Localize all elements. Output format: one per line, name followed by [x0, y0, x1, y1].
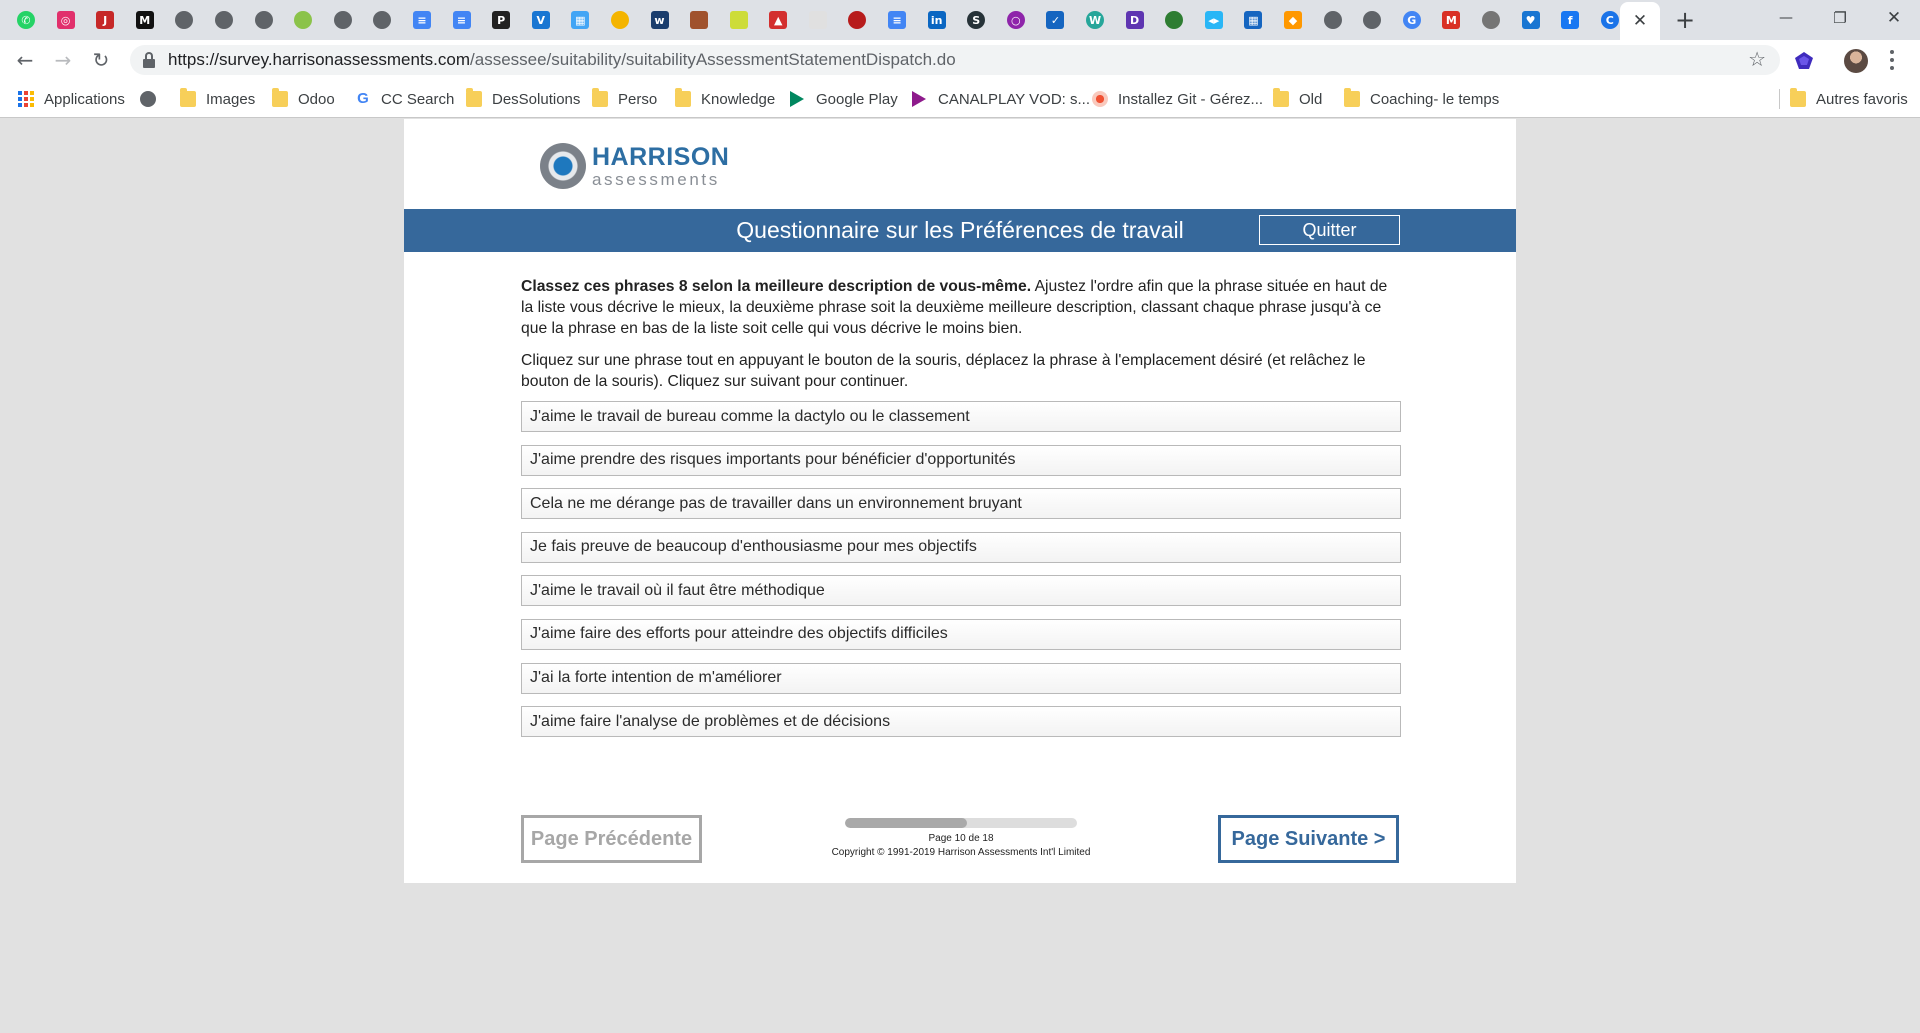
- pinned-tabs: [14, 8, 1637, 32]
- globe-icon: [1363, 11, 1381, 29]
- bookmark-item[interactable]: [1344, 88, 1499, 110]
- reload-button[interactable]: ↻: [92, 48, 110, 72]
- google-icon: G: [357, 90, 369, 107]
- pocket-icon: P: [492, 11, 510, 29]
- pinned-tab[interactable]: [370, 8, 394, 32]
- folder-icon: [675, 91, 691, 107]
- app-icon: [730, 11, 748, 29]
- app-icon: W: [1086, 11, 1104, 29]
- pinned-tab[interactable]: [1360, 8, 1384, 32]
- folder-icon: [592, 91, 608, 107]
- whatsapp-icon: ✆: [17, 11, 35, 29]
- vue-icon: V: [532, 11, 550, 29]
- linkedin-icon: in: [928, 11, 946, 29]
- bookmark-item[interactable]: [466, 88, 580, 110]
- bookmark-item[interactable]: [912, 88, 1090, 110]
- app-icon: ▦: [1244, 11, 1262, 29]
- bookmark-item[interactable]: [180, 88, 255, 110]
- url-text[interactable]: [168, 50, 956, 70]
- gmail-icon: M: [1442, 11, 1460, 29]
- medium-icon: M: [136, 11, 154, 29]
- bookmark-item[interactable]: [18, 88, 125, 110]
- statement-list: [521, 401, 1401, 750]
- previous-page-button[interactable]: Page Précédente: [521, 815, 702, 863]
- pinned-tab[interactable]: [172, 8, 196, 32]
- apps-icon: [18, 91, 34, 107]
- pinned-tab[interactable]: [489, 8, 513, 32]
- statement-item[interactable]: J'aime le travail de bureau comme la dactylo ou le classement: [521, 401, 1401, 432]
- statement-item[interactable]: J'aime faire l'analyse de problèmes et de décisions: [521, 706, 1401, 737]
- bookmark-item[interactable]: [272, 88, 335, 110]
- back-button[interactable]: ←: [16, 48, 34, 72]
- bookmark-star-icon[interactable]: ☆: [1748, 47, 1766, 71]
- instructions-paragraph-1: [521, 276, 1391, 339]
- pinned-tab[interactable]: [1281, 8, 1305, 32]
- url-host: https://survey.harrisonassessments.com: [168, 50, 471, 69]
- bookmark-label: Autres favoris: [1816, 90, 1908, 108]
- pinned-tab[interactable]: [212, 8, 236, 32]
- title-bar: [404, 209, 1516, 252]
- address-bar[interactable]: [130, 45, 1780, 75]
- new-tab-button[interactable]: +: [1674, 6, 1696, 34]
- bookmark-label: Perso: [618, 90, 658, 108]
- extension-icon[interactable]: [1793, 50, 1815, 72]
- survey-card: [404, 119, 1516, 883]
- globe-icon: [334, 11, 352, 29]
- folder-icon: [466, 91, 482, 107]
- progress-bar: [845, 818, 1077, 828]
- forward-button[interactable]: →: [54, 48, 72, 72]
- instructions-rest: Ajustez l'ordre afin que la phrase située en haut de la liste vous décrive le mieux, la deuxième phrase soit la deuxième meilleure description, classant chaque phrase jusqu'à ce que la phrase en bas de la liste soit celle qui vous décrive le moins bien.: [521, 278, 1388, 337]
- close-tab-icon[interactable]: ✕: [1632, 11, 1648, 31]
- bookmark-item[interactable]: [790, 88, 898, 110]
- pinned-tab[interactable]: [133, 8, 157, 32]
- pinned-tab[interactable]: [1598, 8, 1622, 32]
- app-icon: ◂▸: [1205, 11, 1223, 29]
- lock-icon: [142, 52, 156, 68]
- pinned-tab[interactable]: [450, 8, 474, 32]
- google-icon: G: [1403, 11, 1421, 29]
- app-icon: ▦: [571, 11, 589, 29]
- quit-button[interactable]: Quitter: [1259, 215, 1400, 245]
- bookmark-label: CC Search: [381, 90, 455, 108]
- pinned-tab[interactable]: [648, 8, 672, 32]
- harrison-logo-icon: [540, 143, 586, 189]
- bookmark-item[interactable]: [592, 88, 657, 110]
- git-icon: [1092, 91, 1108, 107]
- pinned-tab[interactable]: [727, 8, 751, 32]
- bookmark-item[interactable]: [675, 88, 775, 110]
- bookmark-item[interactable]: [355, 88, 454, 110]
- app-icon: [690, 11, 708, 29]
- google-docs-icon: ≡: [453, 11, 471, 29]
- app-icon: [611, 11, 629, 29]
- bookmark-item[interactable]: [140, 88, 166, 110]
- folder-icon: [1344, 91, 1360, 107]
- bookmarks-divider: [1779, 89, 1780, 109]
- instagram-icon: ◎: [57, 11, 75, 29]
- acrobat-icon: ▲: [769, 11, 787, 29]
- pinned-tab[interactable]: [964, 8, 988, 32]
- pinned-tab[interactable]: [54, 8, 78, 32]
- app-icon: ○: [1007, 11, 1025, 29]
- pinned-tab[interactable]: [1400, 8, 1424, 32]
- pinned-tab[interactable]: [410, 8, 434, 32]
- profile-avatar[interactable]: [1844, 49, 1868, 73]
- bookmark-label: Google Play: [816, 90, 898, 108]
- statement-item[interactable]: Cela ne me dérange pas de travailler dans un environnement bruyant: [521, 488, 1401, 519]
- app-icon: [848, 11, 866, 29]
- pinned-tab[interactable]: [331, 8, 355, 32]
- page-title: Questionnaire sur les Préférences de travail: [736, 217, 1184, 243]
- canalplay-icon: [912, 91, 926, 107]
- pinned-tab[interactable]: [14, 8, 38, 32]
- close-window-button[interactable]: ✕: [1886, 8, 1902, 28]
- pinned-tab[interactable]: [291, 8, 315, 32]
- globe-icon: [215, 11, 233, 29]
- pinned-tab[interactable]: [687, 8, 711, 32]
- pinned-tab[interactable]: [1479, 8, 1503, 32]
- statement-item[interactable]: J'aime prendre des risques importants pour bénéficier d'opportunités: [521, 445, 1401, 476]
- statement-item[interactable]: J'aime faire des efforts pour atteindre des objectifs difficiles: [521, 619, 1401, 650]
- pinned-tab[interactable]: [1123, 8, 1147, 32]
- pinned-tab[interactable]: [1083, 8, 1107, 32]
- pinned-tab[interactable]: [1162, 8, 1186, 32]
- statement-item[interactable]: Je fais preuve de beaucoup d'enthousiasme pour mes objectifs: [521, 532, 1401, 563]
- pinned-tab[interactable]: [1043, 8, 1067, 32]
- folder-icon: [180, 91, 196, 107]
- instructions-paragraph-2: Cliquez sur une phrase tout en appuyant le bouton de la souris, déplacez la phrase à l'emplacement désiré (et relâchez le bouton de la souris). Cliquez sur suivant pour continuer.: [521, 352, 1366, 390]
- active-tab[interactable]: [1620, 2, 1660, 40]
- bookmark-label: Installez Git - Gérez...: [1118, 90, 1264, 108]
- pinned-tab[interactable]: [529, 8, 553, 32]
- app-icon: ✓: [1046, 11, 1064, 29]
- google-docs-icon: ≡: [413, 11, 431, 29]
- minimize-button[interactable]: —: [1779, 10, 1793, 26]
- bookmark-label: Odoo: [298, 90, 335, 108]
- loading-icon: C: [1601, 11, 1619, 29]
- pinned-tab[interactable]: [252, 8, 276, 32]
- pinned-tab[interactable]: [1004, 8, 1028, 32]
- logo-word-harrison: HARRISON: [592, 142, 730, 171]
- logo-word-assessments: assessments: [592, 169, 720, 189]
- pinned-tab[interactable]: [806, 8, 830, 32]
- pinned-tab[interactable]: [568, 8, 592, 32]
- bookmark-label: Coaching- le temps: [1370, 90, 1500, 108]
- bookmark-label: CANALPLAY VOD: s...: [938, 90, 1090, 108]
- pinned-tab[interactable]: [766, 8, 790, 32]
- bookmark-item[interactable]: [1790, 88, 1908, 110]
- facebook-icon: f: [1561, 11, 1579, 29]
- pinned-tab[interactable]: [845, 8, 869, 32]
- pinned-tab[interactable]: [93, 8, 117, 32]
- pinned-tab[interactable]: [1241, 8, 1265, 32]
- tab-strip: [0, 0, 1920, 40]
- copyright: Copyright © 1991-2019 Harrison Assessments Int'l Limited: [831, 847, 1091, 858]
- instructions: [521, 276, 1391, 403]
- bookmark-label: Applications: [44, 90, 125, 108]
- google-docs-icon: ≡: [888, 11, 906, 29]
- pinned-tab[interactable]: [608, 8, 632, 32]
- app-icon: [1482, 11, 1500, 29]
- app-icon: w: [651, 11, 669, 29]
- browser-menu-icon[interactable]: [1888, 48, 1896, 72]
- maximize-button[interactable]: ❐: [1833, 9, 1847, 27]
- app-icon: D: [1126, 11, 1144, 29]
- bookmark-item[interactable]: [1273, 88, 1322, 110]
- globe-icon: [175, 11, 193, 29]
- app-icon: [294, 11, 312, 29]
- page-indicator: Page 10 de 18: [928, 833, 994, 844]
- app-icon: S: [967, 11, 985, 29]
- bookmark-label: Images: [206, 90, 256, 108]
- globe-icon: [255, 11, 273, 29]
- instructions-bold: Classez ces phrases 8 selon la meilleure description de vous-même.: [521, 278, 1032, 295]
- google-play-icon: [790, 91, 804, 107]
- pinned-tab[interactable]: [1202, 8, 1226, 32]
- folder-icon: [1790, 91, 1806, 107]
- bookmark-label: Knowledge: [701, 90, 776, 108]
- statement-item[interactable]: J'aime le travail où il faut être méthodique: [521, 575, 1401, 606]
- folder-icon: [1273, 91, 1289, 107]
- app-icon: ♥: [1522, 11, 1540, 29]
- pinned-tab[interactable]: [1439, 8, 1463, 32]
- progress-bar-fill: [845, 818, 967, 828]
- app-icon: ◆: [1284, 11, 1302, 29]
- harrison-logo: [540, 141, 729, 191]
- globe-icon: [1324, 11, 1342, 29]
- bookmark-label: Old: [1299, 90, 1323, 108]
- url-path: /assessee/suitability/suitabilityAssessmentStatementDispatch.do: [470, 50, 956, 69]
- pinned-tab[interactable]: [1321, 8, 1345, 32]
- bookmark-item[interactable]: [1092, 88, 1263, 110]
- bookmark-label: DesSolutions: [492, 90, 581, 108]
- bookmarks-bar: [0, 80, 1920, 118]
- globe-icon: [140, 91, 156, 107]
- next-page-button[interactable]: Page Suivante >: [1218, 815, 1399, 863]
- statement-item[interactable]: J'ai la forte intention de m'améliorer: [521, 663, 1401, 694]
- app-icon: [1165, 11, 1183, 29]
- folder-icon: [272, 91, 288, 107]
- pinned-tab[interactable]: [1519, 8, 1543, 32]
- pinned-tab[interactable]: [885, 8, 909, 32]
- globe-icon: [373, 11, 391, 29]
- bookmark-app-icon: J: [96, 11, 114, 29]
- app-icon: [809, 11, 827, 29]
- browser-toolbar: [0, 40, 1920, 80]
- pinned-tab[interactable]: [925, 8, 949, 32]
- pinned-tab[interactable]: [1558, 8, 1582, 32]
